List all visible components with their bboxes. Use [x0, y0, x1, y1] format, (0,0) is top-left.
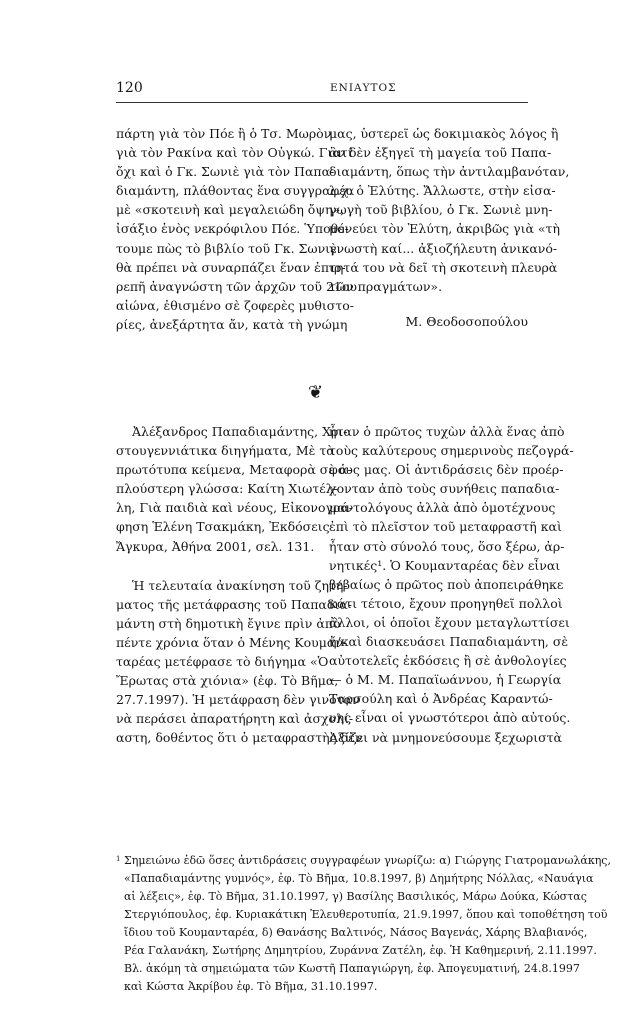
- text-line: διαμάντη, πλάθοντας ἕνα συγγραφέα: [116, 183, 355, 199]
- text-line: πάρτη γιὰ τὸν Πόε ἢ ὁ Τσ. Μωρὸν: [116, 126, 332, 141]
- text-line: — ὁ Μ. Μ. Παπαϊωάννου, ἡ Γεωργία: [329, 672, 562, 688]
- footnote-line: [116, 852, 611, 870]
- book-citation: [116, 422, 353, 556]
- review2-paragraph: [116, 576, 363, 748]
- text-line: τητά του νὰ δεῖ τὴ σκοτεινὴ πλευρὰ: [329, 259, 558, 275]
- text-line: 27.7.1997). Ἡ μετάφραση δὲν γινόταν: [116, 692, 360, 708]
- text-line: αἰώνα, ἐθισμένο σὲ ζοφερὲς μυθιστο-: [116, 297, 355, 313]
- footnote-line: Ρέα Γαλανάκη, Σωτήρης Δημητρίου, Ζυράννα Ζατέλη, ἐφ. Ἡ Καθημερινή, 2.11.1997.: [124, 944, 597, 957]
- text-line: πλούστερη γλώσσα: Καίτη Χιωτέλ-: [116, 481, 338, 497]
- text-line: ἦταν στὸ σύνολό τους, ὅσο ξέρω, ἀρ-: [329, 538, 565, 554]
- text-line: ρεπῆ ἀναγνώστη τῶν ἀρχῶν τοῦ 21ου: [116, 278, 358, 294]
- footnote-text: Σημειώνω ἐδῶ ὅσες ἀντιδράσεις συγγραφέων γνωρίζω: α) Γιώργης Γιατρομανωλάκης,: [120, 854, 611, 867]
- text-line: μάντη στὴ δημοτικὴ ἔγινε πρὶν ἀπὸ: [116, 615, 341, 631]
- text-line: Ταρσούλη καὶ ὁ Ἀνδρέας Καραντώ-: [329, 691, 553, 707]
- ornament-icon: ❦: [308, 382, 324, 403]
- text-line: ἤ/καὶ διασκευάσει Παπαδιαμάντη, σὲ: [329, 634, 569, 650]
- text-line: λη, Γιὰ παιδιὰ καὶ νέους, Εἰκονογρά-: [116, 500, 353, 516]
- footnote-line: Στεργιόπουλος, ἐφ. Κυριακάτικη Ἐλευθεροτυπία, 21.9.1997, ὅπου καὶ τοποθέτηση τοῦ: [124, 908, 608, 921]
- text-line: ρίες, ἀνεξάρτητα ἄν, κατὰ τὴ γνώμη: [116, 316, 348, 332]
- text-line: μονεύει τὸν Ἐλύτη, ἀκριβῶς γιὰ «τὴ: [329, 221, 560, 237]
- text-line: γωγὴ τοῦ βιβλίου, ὁ Γκ. Σωνιὲ μνη-: [329, 202, 553, 218]
- review2-left-column: [116, 422, 363, 748]
- text-line: ἐπὶ τὸ πλεῖστον τοῦ μεταφραστῆ καὶ: [329, 519, 562, 535]
- page-number: 120: [116, 80, 143, 96]
- text-line: στουγεννιάτικα διηγήματα, Μὲ τὰ: [116, 443, 335, 459]
- text-line: κάτι τέτοιο, ἔχουν προηγηθεῖ πολλοὶ: [329, 595, 563, 611]
- footnote: [116, 852, 611, 996]
- text-line: ἦταν ὁ πρῶτος τυχὼν ἀλλὰ ἕνας ἀπὸ: [329, 424, 565, 439]
- text-line: βεβαίως ὁ πρῶτος ποὺ ἀποπειράθηκε: [329, 576, 564, 592]
- text-line: Ἔρωτας στὰ χιόνια» (ἐφ. Τὸ Βῆμα,: [116, 673, 339, 689]
- text-line: Ἀξίζει νὰ μνημονεύσουμε ξεχωριστὰ: [329, 729, 562, 745]
- footnote-line: αἱ λέξεις», ἐφ. Τὸ Βῆμα, 31.10.1997, γ) Βασίλης Βασιλικός, Μάρω Δούκα, Κώστας: [124, 890, 587, 903]
- text-line: αστη, δοθέντος ὅτι ὁ μεταφραστὴς δὲν: [116, 730, 363, 746]
- text-line: πέντε χρόνια ὅταν ὁ Μένης Κουμαν-: [116, 634, 348, 650]
- text-line: ἄλλοι, οἱ ὁποῖοι ἔχουν μεταγλωττίσει: [329, 614, 570, 630]
- text-line: μὲ «σκοτεινὴ καὶ μεγαλειώδη ὄψη»,: [116, 202, 345, 218]
- text-line: τῶν πραγμάτων».: [329, 278, 443, 294]
- footnote-line: καὶ Κώστα Ἀκρίβου ἐφ. Τὸ Βῆμα, 31.10.1997.: [124, 980, 378, 993]
- text-line: φηση Ἑλένη Τσακμάκη, Ἐκδόσεις: [116, 519, 330, 535]
- text-line: θὰ πρέπει νὰ συναρπάζει ἕναν ἐπιρ-: [116, 259, 346, 275]
- text-line: ταρέας μετέφρασε τὸ διήγημα «Ὁ: [116, 654, 329, 670]
- text-line: μαντολόγους ἀλλὰ ἀπὸ ὁμοτέχνους: [329, 500, 556, 516]
- running-title: ΕΝΙΑΥΤΟΣ: [330, 82, 397, 94]
- text-line: μας, ὑστερεῖ ὡς δοκιμιακὸς λόγος ἢ: [329, 126, 559, 141]
- text-line: ἂν δὲν ἐξηγεῖ τὴ μαγεία τοῦ Παπα-: [329, 145, 552, 161]
- text-line: ματος τῆς μετάφρασης τοῦ Παπαδια-: [116, 596, 352, 612]
- text-line: Ἡ τελευταία ἀνακίνηση τοῦ ζητή-: [132, 577, 348, 593]
- review1-signature: Μ. Θεοδοσοπούλου: [405, 314, 528, 329]
- text-line: πρωτότυπα κείμενα, Μεταφορὰ σὲ ἁ-: [116, 462, 352, 478]
- text-line: νητικές¹. Ὁ Κουμανταρέας δὲν εἶναι: [329, 557, 561, 573]
- text-line: ὄχι καὶ ὁ Γκ. Σωνιὲ γιὰ τὸν Παπα-: [116, 164, 335, 180]
- text-line: ἰσάξιο ἑνὸς νεκρόφιλου Πόε. Ὑποθέ-: [116, 221, 349, 237]
- header-rule: [116, 102, 528, 103]
- text-line: Ἄγκυρα, Ἀθήνα 2001, σελ. 131.: [116, 538, 315, 554]
- text-line: Ἀλέξανδρος Παπαδιαμάντης, Χρι-: [132, 424, 348, 439]
- text-line: νὰ περάσει ἀπαρατήρητη καὶ ἀσχολί-: [116, 711, 354, 727]
- text-line: χονταν ἀπὸ τοὺς συνήθεις παπαδια-: [329, 481, 560, 497]
- text-line: διαμάντη, ὅπως τὴν ἀντιλαμβανόταν,: [329, 164, 570, 180]
- review1-left-column: [116, 124, 358, 334]
- review2-right-column: [329, 422, 574, 747]
- text-line: γνωστὴ καί... ἀξιοζήλευτη ἀνικανό-: [329, 240, 558, 256]
- footnote-marker: 1: [116, 855, 121, 863]
- text-line: τοὺς καλύτερους σημερινοὺς πεζογρά-: [329, 443, 574, 459]
- paragraph-gap: [116, 556, 318, 576]
- footnote-line: Βλ. ἀκόμη τὰ σημειώματα τῶν Κωστῆ Παπαγιώργη, ἐφ. Ἀπογευματινή, 24.8.1997: [124, 962, 580, 975]
- text-line: φους μας. Οἱ ἀντιδράσεις δὲν προέρ-: [329, 462, 564, 478]
- review1-right-column: [329, 124, 570, 296]
- footnote-line: «Παπαδιαμάντης γυμνός», ἐφ. Τὸ Βῆμα, 10.8.1997, β) Δημήτρης Νόλλας, «Ναυάγια: [124, 872, 594, 885]
- text-line: νης εἶναι οἱ γνωστότεροι ἀπὸ αὐτούς.: [329, 710, 571, 726]
- text-line: γιὰ τὸν Ρακίνα καὶ τὸν Οὐγκώ. Γιατί: [116, 145, 353, 161]
- text-line: τουμε πὼς τὸ βιβλίο τοῦ Γκ. Σωνιὲ: [116, 240, 337, 256]
- text-line: λ.χ. ὁ Ἐλύτης. Ἄλλωστε, στὴν εἰσα-: [329, 183, 556, 199]
- footnote-line: ἴδιου τοῦ Κουμανταρέα, δ) Θανάσης Βαλτινός, Νάσος Βαγενάς, Χάρης Βλαβιανός,: [124, 926, 588, 939]
- text-line: αὐτοτελεῖς ἐκδόσεις ἢ σὲ ἀνθολογίες: [329, 653, 567, 669]
